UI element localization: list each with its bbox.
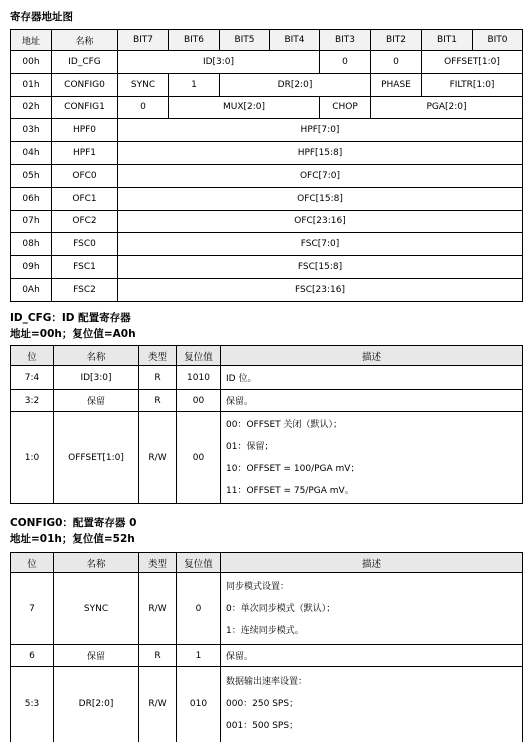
table-row [11,412,523,504]
table-row [11,210,523,233]
register-map-title: 寄存器地址图 [10,11,73,23]
header-cell: 地址 [11,30,52,51]
bit-field-cell: FSC[15:8] [118,256,523,279]
field-name-cell: SYNC [54,573,139,645]
table-row [11,667,523,742]
reset-cell: 00 [177,412,221,504]
config0-table [10,552,523,742]
table-row [11,573,523,645]
register-name-cell: FSC1 [52,256,118,279]
table-row [11,366,523,390]
description-line: 001：500 SPS； [226,721,299,732]
address-cell: 02h [11,96,52,119]
bit-field-cell: PGA[2:0] [371,96,523,119]
header-cell: BIT3 [320,30,371,51]
bit-field-cell: PHASE [371,73,422,96]
header-cell: BIT1 [422,30,473,51]
register-name-cell: HPF0 [52,119,118,142]
reset-cell: 00 [177,390,221,412]
description-cell [221,573,523,645]
register-map-table [10,29,523,302]
field-name-cell: OFFSET[1:0] [54,412,139,504]
bit-field-cell: FSC[7:0] [118,233,523,256]
header-cell: BIT7 [118,30,169,51]
id-cfg-table [10,345,523,504]
header-cell: 位 [11,346,54,366]
type-cell: R/W [139,667,177,742]
description-line: 11：OFFSET = 75/PGA mV。 [226,485,354,496]
address-cell: 09h [11,256,52,279]
address-cell: 0Ah [11,278,52,301]
header-cell: 名称 [54,553,139,573]
bit-field-cell: OFC[23:16] [118,210,523,233]
field-name-cell: 保留 [54,390,139,412]
register-name-cell: FSC0 [52,233,118,256]
bit-cell: 7:4 [11,366,54,390]
register-name-cell: FSC2 [52,278,118,301]
header-cell: BIT6 [169,30,220,51]
register-name-cell: OFC2 [52,210,118,233]
bit-cell: 7 [11,573,54,645]
bit-cell: 6 [11,645,54,667]
table-row [11,73,523,96]
description-line: 数据输出速率设置： [226,677,308,688]
address-cell: 04h [11,142,52,165]
header-cell: 位 [11,553,54,573]
table-row [11,96,523,119]
bit-field-cell: 0 [118,96,169,119]
table-row [11,278,523,301]
description-cell: 保留。 [221,390,523,412]
bit-field-cell: CHOP [320,96,371,119]
bit-field-cell: 0 [371,51,422,74]
address-cell: 08h [11,233,52,256]
bit-cell: 5:3 [11,667,54,742]
header-cell: 描述 [221,346,523,366]
reset-cell: 1 [177,645,221,667]
bit-field-cell: OFFSET[1:0] [422,51,523,74]
table-row [11,645,523,667]
address-cell: 05h [11,164,52,187]
register-name-cell: OFC1 [52,187,118,210]
header-cell: 描述 [221,553,523,573]
table-row [11,233,523,256]
type-cell: R [139,390,177,412]
table-row [11,142,523,165]
bit-field-cell: DR[2:0] [220,73,371,96]
config0-title: CONFIG0：配置寄存器 0 [10,517,137,529]
header-cell: 名称 [52,30,118,51]
address-cell: 01h [11,73,52,96]
reset-cell: 0 [177,573,221,645]
table-row [11,164,523,187]
header-cell: 复位值 [177,553,221,573]
table-header-row [11,30,523,51]
header-cell: BIT2 [371,30,422,51]
table-row [11,51,523,74]
bit-cell: 1:0 [11,412,54,504]
bit-field-cell: OFC[7:0] [118,164,523,187]
address-cell: 07h [11,210,52,233]
description-line: 000：250 SPS； [226,699,299,710]
address-cell: 00h [11,51,52,74]
type-cell: R [139,645,177,667]
address-cell: 03h [11,119,52,142]
register-name-cell: ID_CFG [52,51,118,74]
table-header-row [11,346,523,366]
address-cell: 06h [11,187,52,210]
bit-field-cell: HPF[7:0] [118,119,523,142]
table-row [11,256,523,279]
description-line: 1：连续同步模式。 [226,625,304,636]
description-cell [221,667,523,742]
field-name-cell: DR[2:0] [54,667,139,742]
table-row [11,390,523,412]
description-cell: 保留。 [221,645,523,667]
bit-field-cell: OFC[15:8] [118,187,523,210]
header-cell: BIT0 [473,30,523,51]
description-line: 01：保留； [226,441,274,452]
description-cell [221,412,523,504]
header-cell: 名称 [54,346,139,366]
header-cell: BIT4 [270,30,320,51]
bit-field-cell: HPF[15:8] [118,142,523,165]
description-line: 0：单次同步模式（默认）； [226,603,336,614]
table-row [11,119,523,142]
bit-field-cell: SYNC [118,73,169,96]
bit-cell: 3:2 [11,390,54,412]
description-line: 10：OFFSET = 100/PGA mV； [226,463,360,474]
register-name-cell: OFC0 [52,164,118,187]
type-cell: R/W [139,573,177,645]
table-header-row [11,553,523,573]
id-cfg-subtitle: 地址=00h；复位值=A0h [10,328,136,340]
config0-subtitle: 地址=01h；复位值=52h [10,533,135,545]
reset-cell: 1010 [177,366,221,390]
description-line: 同步模式设置： [226,581,290,592]
type-cell: R [139,366,177,390]
bit-field-cell: MUX[2:0] [169,96,320,119]
bit-field-cell: 1 [169,73,220,96]
header-cell: BIT5 [220,30,270,51]
bit-field-cell: FILTR[1:0] [422,73,523,96]
reset-cell: 010 [177,667,221,742]
register-name-cell: CONFIG1 [52,96,118,119]
table-row [11,187,523,210]
description-line: 00：OFFSET 关闭（默认）； [226,419,342,430]
header-cell: 类型 [139,346,177,366]
register-name-cell: CONFIG0 [52,73,118,96]
header-cell: 复位值 [177,346,221,366]
field-name-cell: ID[3:0] [54,366,139,390]
header-cell: 类型 [139,553,177,573]
field-name-cell: 保留 [54,645,139,667]
type-cell: R/W [139,412,177,504]
description-cell: ID 位。 [221,366,523,390]
id-cfg-title: ID_CFG：ID 配置寄存器 [10,312,131,324]
register-name-cell: HPF1 [52,142,118,165]
bit-field-cell: 0 [320,51,371,74]
bit-field-cell: FSC[23:16] [118,278,523,301]
bit-field-cell: ID[3:0] [118,51,320,74]
